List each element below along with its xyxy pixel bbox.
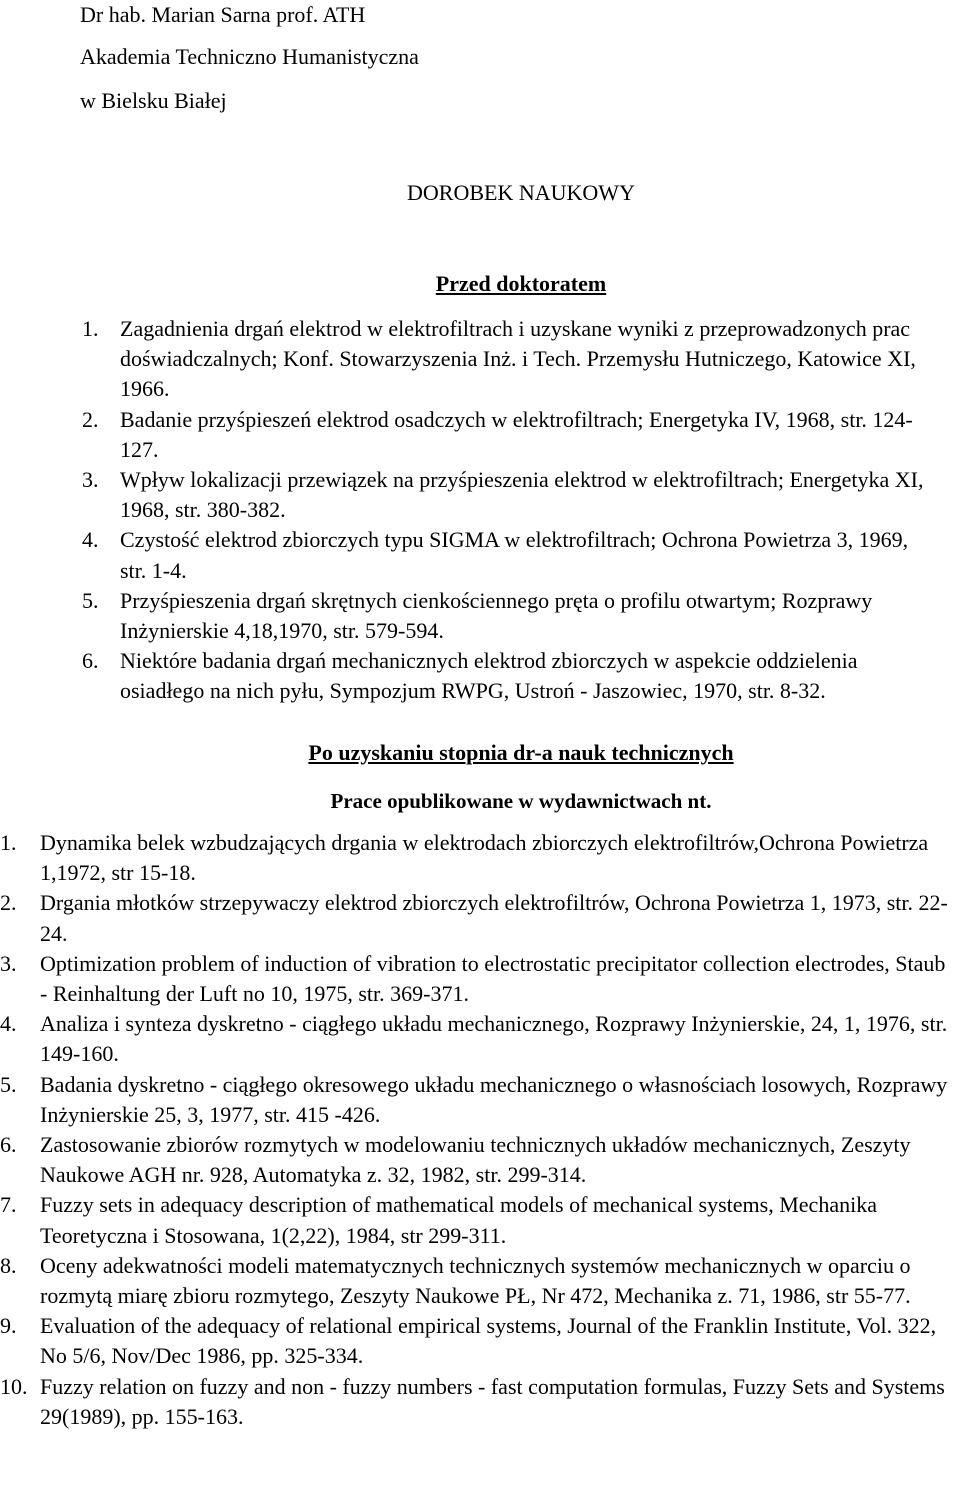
- list-item: [0, 828, 958, 888]
- section-heading-before-doctorate: Przed doktoratem: [435, 271, 607, 296]
- list-item: [82, 646, 930, 706]
- item-number: 6.: [82, 648, 99, 674]
- author-line: Dr hab. Marian Sarna prof. ATH: [80, 2, 366, 27]
- list-item: [0, 1190, 958, 1250]
- list-item: [0, 888, 958, 948]
- item-text: Oceny adekwatności modeli matematycznych technicznych systemów mechanicznych w oparciu o rozmytą miarę zbioru rozmytego, Zeszyty Naukowe PŁ, Nr 472, Mechanika z. 71, 1986, str 55-77.: [40, 1252, 911, 1309]
- list-item: [82, 586, 930, 646]
- item-text: Fuzzy relation on fuzzy and non - fuzzy numbers - fast computation formulas, Fuzzy Sets and Systems 29(1989), pp. 155-163.: [40, 1373, 945, 1429]
- item-text: Niektóre badania drgań mechanicznych elektrod zbiorczych w aspekcie oddzielenia osiadłego na nich pyłu, Sympozjum RWPG, Ustroń - Jaszowiec, 1970, str. 8-32.: [120, 648, 858, 704]
- item-number: 2.: [0, 890, 17, 916]
- subheading-published-works: Prace opublikowane w wydawnictwach nt.: [330, 789, 712, 813]
- item-number: 3.: [0, 950, 17, 976]
- item-number: 7.: [0, 1192, 17, 1218]
- institution-line: Akademia Techniczno Humanistyczna: [80, 44, 419, 69]
- item-number: 8.: [0, 1252, 17, 1278]
- item-text: Wpływ lokalizacji przewiązek na przyśpieszenia elektrod w elektrofiltrach; Energetyka XI, 1968, str. 380-382.: [120, 467, 924, 523]
- item-text: Czystość elektrod zbiorczych typu SIGMA w elektrofiltrach; Ochrona Powietrza 3, 1969, str. 1-4.: [120, 527, 909, 583]
- item-number: 4.: [82, 527, 99, 553]
- item-text: Dynamika belek wzbudzających drgania w elektrodach zbiorczych elektrofiltrów,Ochrona Powietrza 1,1972, str 15-18.: [40, 830, 929, 886]
- list-item: [0, 1251, 958, 1311]
- item-text: Badania dyskretno - ciągłego okresowego układu mechanicznego o własnościach losowych, Rozprawy Inżynierskie 25, 3, 1977, str. 415 -426.: [40, 1071, 948, 1127]
- publication-list-before-doctorate: [82, 314, 930, 707]
- item-number: 6.: [0, 1132, 17, 1158]
- item-text: Fuzzy sets in adequacy description of mathematical models of mechanical systems, Mechanika Teoretyczna i Stosowana, 1(2,22), 1984, str 299-311.: [40, 1192, 877, 1248]
- item-text: Badanie przyśpieszeń elektrod osadczych w elektrofiltrach; Energetyka IV, 1968, str. 124-127.: [120, 406, 913, 462]
- list-item: [0, 1070, 958, 1130]
- item-text: Optimization problem of induction of vibration to electrostatic precipitator collection electrodes, Staub - Reinhaltung der Luft no 10, 1975, str. 369-371.: [40, 950, 946, 1007]
- item-number: 4.: [0, 1011, 17, 1037]
- item-number: 9.: [0, 1313, 17, 1339]
- item-number: 1.: [0, 830, 17, 855]
- item-text: Zastosowanie zbiorów rozmytych w modelowaniu technicznych układów mechanicznych, Zeszyty Naukowe AGH nr. 928, Automatyka z. 32, 1982, str. 299-314.: [40, 1132, 911, 1188]
- city-line: w Bielsku Białej: [80, 88, 227, 113]
- list-item: [82, 465, 930, 525]
- item-number: 3.: [82, 467, 99, 493]
- item-text: Przyśpieszenia drgań skrętnych cienkościennego pręta o profilu otwartym; Rozprawy Inżynierskie 4,18,1970, str. 579-594.: [120, 587, 873, 644]
- item-text: Zagadnienia drgań elektrod w elektrofiltrach i uzyskane wyniki z przeprowadzonych prac doświadczalnych; Konf. Stowarzyszenia Inż. i Tech. Przemysłu Hutniczego, Katowice XI, 1966.: [120, 316, 916, 402]
- item-text: Analiza i synteza dyskretno - ciągłego układu mechanicznego, Rozprawy Inżynierskie, 24, 1, 1976, str. 149-160.: [40, 1011, 948, 1067]
- section-heading-after-doctorate: Po uzyskaniu stopnia dr-a nauk technicznych: [308, 740, 734, 765]
- list-item: [0, 1311, 958, 1371]
- item-number: 10.: [0, 1373, 28, 1399]
- item-number: 2.: [82, 406, 99, 432]
- list-item: [0, 1130, 958, 1190]
- list-item: [82, 405, 930, 465]
- item-number: 5.: [82, 587, 99, 613]
- list-item: [0, 1009, 958, 1069]
- item-number: 1.: [82, 316, 99, 341]
- list-item: [0, 1372, 958, 1432]
- item-text: Drgania młotków strzepywaczy elektrod zbiorczych elektrofiltrów, Ochrona Powietrza 1, 1973, str. 22-24.: [40, 890, 948, 946]
- list-item: [82, 314, 930, 405]
- document-title: DOROBEK NAUKOWY: [407, 180, 635, 205]
- list-item: [0, 949, 958, 1009]
- item-number: 5.: [0, 1071, 17, 1097]
- item-text: Evaluation of the adequacy of relational empirical systems, Journal of the Franklin Institute, Vol. 322, No 5/6, Nov/Dec 1986, pp. 325-334.: [40, 1313, 937, 1369]
- publication-list-after-doctorate: [0, 828, 958, 1432]
- list-item: [82, 525, 930, 585]
